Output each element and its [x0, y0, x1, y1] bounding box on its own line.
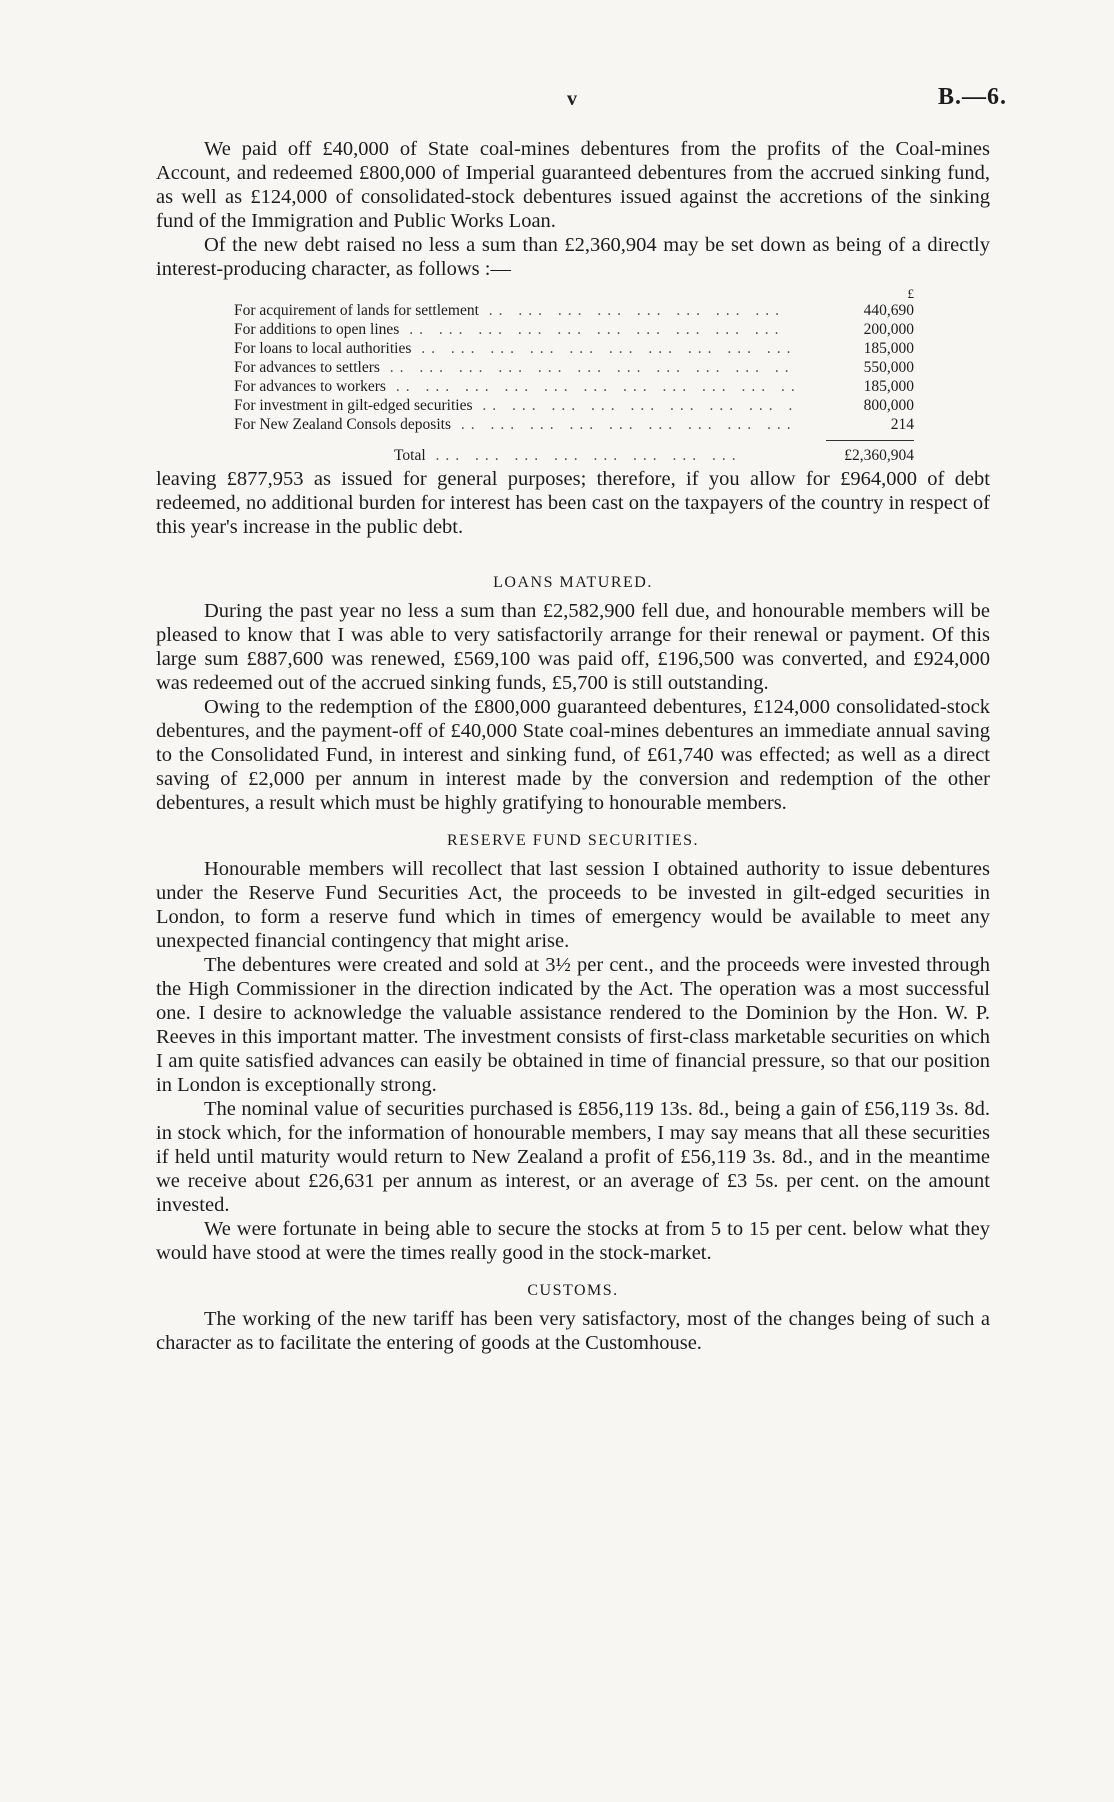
total-rule — [826, 440, 914, 441]
table-row — [234, 377, 990, 396]
row-label: For additions to open lines .. .. — [234, 320, 794, 339]
table-row — [234, 301, 990, 320]
table-row — [234, 320, 990, 339]
paragraph-reserve-3: The nominal value of securities purchased is £856,119 13s. 8d., being a gain of £56,119 3s. 8d. in stock which, for the information of honourable members, I may say means that all these securities if held until maturity would return to New Zealand a profit of £56,119 3s. 8d., and in the meantime we receive about £26,631 per annum as interest, or an average of £3 5s. per cent. on the amount invested. — [156, 1098, 990, 1216]
row-amount: 800,000 — [863, 397, 914, 414]
paragraph-loans-1: During the past year no less a sum than £2,582,900 fell due, and honourable members will be pleased to know that I was able to very satisfactorily arrange for their renewal or payment. Of this large sum £887,600 was renewed, £569,100 was paid off, £196,500 was converted, and £924,000 was redeemed out of the accrued sinking funds, £5,700 is still outstanding. — [156, 600, 990, 694]
document-body — [156, 137, 990, 1355]
row-label: For acquirement of lands for settlement .. .. — [234, 301, 794, 320]
table-row — [234, 396, 990, 415]
row-label: For New Zealand Consols deposits .. .. — [234, 415, 794, 434]
table-row — [234, 339, 990, 358]
paragraph-coal-debentures: We paid off £40,000 of State coal-mines debentures from the profits of the Coal-mines Account, and redeemed £800,000 of Imperial guaranteed debentures from the accrued sinking fund, as well as £124,000 of consolidated-stock debentures issued against the accretions of the sinking fund of the Immigration and Public Works Loan. — [156, 138, 990, 232]
paragraph-reserve-4: We were fortunate in being able to secure the stocks at from 5 to 15 per cent. below what they would have stood at were the times really good in the stock-market. — [156, 1218, 990, 1264]
row-amount: 200,000 — [863, 321, 914, 338]
heading-reserve-fund: RESERVE FUND SECURITIES. — [446, 832, 700, 849]
paragraph-leaving: leaving £877,953 as issued for general purposes; therefore, if you allow for £964,000 of debt redeemed, no additional burden for interest has been cast on the taxpayers of the country in respect of this year's increase in the public debt. — [156, 468, 990, 538]
paragraph-customs: The working of the new tariff has been very satisfactory, most of the changes being of such a character as to facilitate the entering of goods at the Customhouse. — [156, 1308, 990, 1354]
page-reference: B.—6. — [938, 84, 1008, 110]
heading-loans-matured: LOANS MATURED. — [493, 574, 653, 591]
paragraph-new-debt: Of the new debt raised no less a sum than £2,360,904 may be set down as being of a directly interest-producing character, as follows :— — [156, 234, 990, 280]
total-label: Total ... . — [234, 446, 794, 465]
row-label: For advances to workers .. .. — [234, 377, 794, 396]
row-label: For loans to local authorities .. .. — [234, 339, 794, 358]
row-amount: 214 — [890, 416, 914, 433]
total-amount: £2,360,904 — [844, 447, 914, 464]
row-label: For advances to settlers .. .. — [234, 358, 794, 377]
heading-customs: CUSTOMS. — [527, 1282, 619, 1299]
total-row — [234, 446, 990, 465]
table-row — [234, 415, 990, 434]
row-amount: 185,000 — [863, 378, 914, 395]
table-row — [234, 358, 990, 377]
row-label: For investment in gilt-edged securities .. .. — [234, 396, 794, 415]
row-amount: 440,690 — [863, 302, 914, 319]
row-amount: 185,000 — [863, 340, 914, 357]
currency-symbol: £ — [907, 286, 914, 301]
paragraph-reserve-2: The debentures were created and sold at 3½ per cent., and the proceeds were invested through the High Commissioner in the direction indicated by the Act. The operation was a most successful one. I desire to acknowledge the valuable assistance rendered to the Dominion by the Hon. W. P. Reeves in this important matter. The investment consists of first-class marketable securities on which I am quite satisfied advances can easily be obtained in time of financial pressure, so that our position in London is exceptionally strong. — [156, 954, 990, 1096]
paragraph-reserve-1: Honourable members will recollect that last session I obtained authority to issue debentures under the Reserve Fund Securities Act, the proceeds to be invested in gilt-edged securities in London, to form a reserve fund which in times of emergency would be available to meet any unexpected financial contingency that might arise. — [156, 858, 990, 952]
paragraph-loans-2: Owing to the redemption of the £800,000 guaranteed debentures, £124,000 consolidated-stock debentures, and the payment-off of £40,000 State coal-mines debentures an immediate annual saving to the Consolidated Fund, in interest and sinking fund, of £61,740 was effected; as well as a direct saving of £2,000 per annum in interest made by the conversion and redemption of the other debentures, a result which must be highly gratifying to honourable members. — [156, 696, 990, 814]
debt-table — [234, 287, 990, 465]
row-amount: 550,000 — [863, 359, 914, 376]
page-signature-mark: v — [567, 88, 577, 110]
